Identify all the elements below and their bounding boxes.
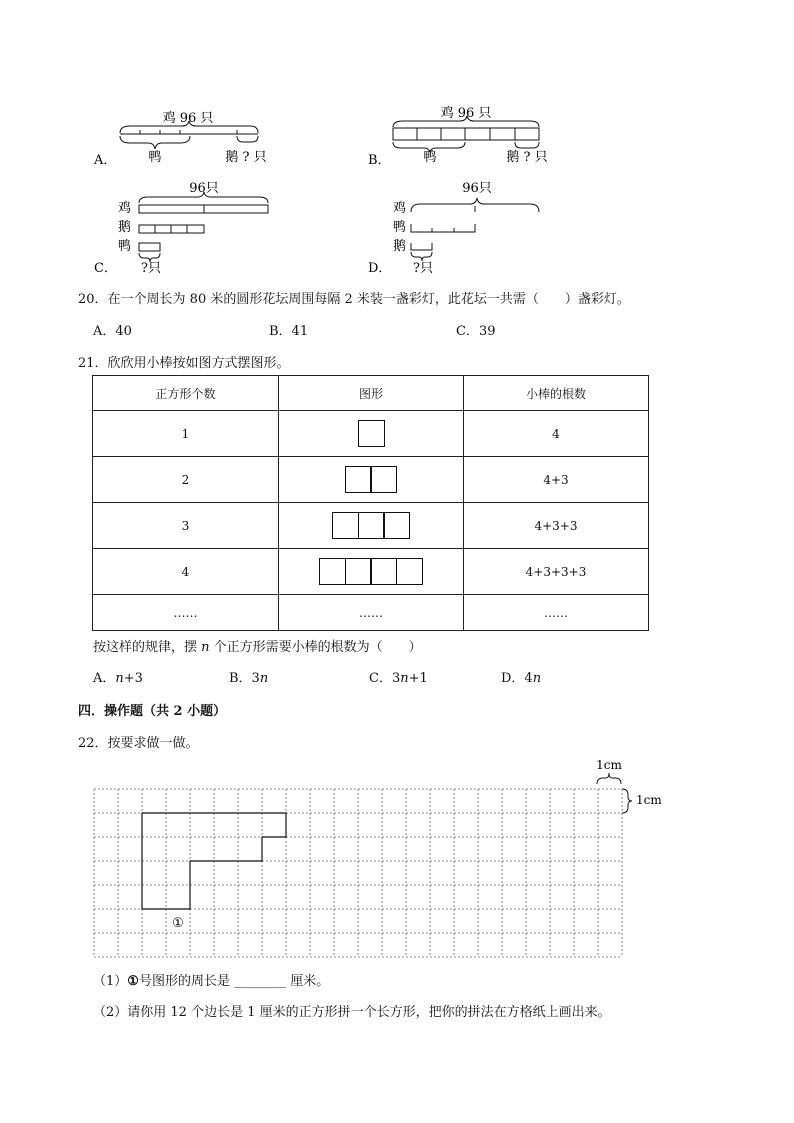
option-rest: +1 — [408, 671, 428, 686]
duck-bar — [139, 243, 160, 251]
rule-text-post: 个正方形需要小棒的根数为（ ） — [209, 640, 422, 655]
q20-option-b[interactable]: B．41 — [269, 324, 309, 339]
duck-segment — [411, 224, 475, 232]
goose-brace — [515, 142, 539, 148]
square-count-cell: …… — [93, 595, 279, 631]
q22-part2: （2）请你用 12 个边长是 1 厘米的正方形拼一个长方形，把你的拼法在方格纸上画出来。 — [93, 1005, 611, 1020]
stick-square — [370, 558, 397, 585]
table-row — [93, 457, 649, 503]
unit-brace-right — [622, 789, 632, 813]
q22-part1 — [93, 970, 329, 989]
table-row — [93, 595, 649, 631]
duck-label: 鸭 — [148, 150, 162, 165]
grid-paper[interactable] — [0, 750, 794, 965]
row-label-goose: 鹅 — [393, 239, 407, 254]
stick-square — [319, 558, 346, 585]
option-letter: B． — [368, 153, 391, 168]
table-row — [93, 411, 649, 457]
stick-square — [345, 558, 372, 585]
variable-n: n — [201, 640, 210, 655]
q21-option-c[interactable] — [369, 667, 428, 686]
q19-option-a[interactable] — [93, 111, 267, 168]
unit-label-top: 1cm — [596, 758, 622, 772]
q19-option-c[interactable] — [94, 181, 268, 276]
option-letter: C． — [94, 261, 117, 276]
unknown-label: ?只 — [413, 261, 433, 276]
goose-brace — [411, 252, 432, 261]
option-label: A． — [93, 671, 116, 686]
figure-cell — [279, 549, 464, 595]
variable-n: n — [259, 671, 269, 686]
unit-label-right: 1cm — [636, 793, 662, 807]
square-figure-3 — [332, 512, 410, 539]
shape-1-label: ① — [172, 916, 184, 931]
chicken-bar — [393, 128, 539, 140]
stick-count-cell: 4+3+3 — [464, 503, 649, 549]
option-label: C．3 — [369, 671, 401, 686]
total-label: 鸡 96 只 — [162, 111, 214, 126]
square-count-cell: 2 — [93, 457, 279, 503]
row-label-chicken: 鸡 — [393, 201, 407, 216]
square-figure-4 — [319, 558, 423, 585]
q21-rule-question — [93, 636, 422, 655]
figure-cell — [279, 503, 464, 549]
figure-cell — [279, 457, 464, 503]
q21-option-d[interactable] — [501, 667, 541, 686]
option-rest: +3 — [123, 671, 143, 686]
part1-text: 号图形的周长是 ________ 厘米。 — [138, 974, 330, 989]
table-row — [93, 549, 649, 595]
q21-option-b[interactable] — [229, 667, 268, 686]
q22-question: 22．按要求做一做。 — [78, 736, 199, 751]
rule-text-pre: 按这样的规律，摆 — [93, 640, 202, 655]
option-letter: A． — [94, 153, 117, 168]
stick-count-cell: 4+3 — [464, 457, 649, 503]
stick-square — [396, 558, 423, 585]
top-brace — [139, 192, 268, 203]
square-figure-2 — [345, 466, 398, 493]
q21-option-a[interactable] — [93, 667, 143, 686]
row-label-duck: 鸭 — [393, 220, 407, 235]
option-label: B．3 — [229, 671, 260, 686]
square-figure-1 — [358, 420, 385, 447]
stick-square — [358, 420, 385, 447]
variable-n: n — [115, 671, 124, 686]
row-label-goose: 鹅 — [118, 220, 132, 235]
stick-count-cell: …… — [464, 595, 649, 631]
square-count-cell: 4 — [93, 549, 279, 595]
q20-question: 20．在一个周长为 80 米的圆形花坛周围每隔 2 米装一盏彩灯，此花坛一共需（ ）盏彩灯。 — [78, 292, 630, 307]
stick-square — [332, 512, 359, 539]
option-letter: D． — [368, 261, 392, 276]
table-row — [93, 503, 649, 549]
stick-square — [383, 512, 410, 539]
stick-square — [370, 466, 397, 493]
shape-number: ① — [127, 974, 139, 989]
total-label: 96只 — [189, 181, 219, 196]
figure-cell — [279, 411, 464, 457]
goose-segment — [411, 243, 432, 250]
q19-option-b[interactable] — [368, 106, 548, 168]
section-title: 四．操作题（共 2 小题） — [78, 704, 227, 719]
q19-diagrams — [0, 95, 794, 280]
q19-option-d[interactable] — [368, 181, 539, 276]
part-number: （1） — [93, 974, 128, 989]
stick-count-cell: 4+3+3+3 — [464, 549, 649, 595]
duck-label: 鸭 — [423, 150, 437, 165]
variable-n: n — [532, 671, 542, 686]
option-label: D．4 — [501, 671, 533, 686]
total-label: 鸡 96 只 — [440, 106, 492, 121]
total-label: 96只 — [462, 181, 492, 196]
q21-question: 21．欣欣用小棒按如图方式摆图形。 — [78, 356, 290, 371]
square-count-cell: 1 — [93, 411, 279, 457]
header-stick-count: 小棒的根数 — [464, 376, 649, 411]
square-count-cell: 3 — [93, 503, 279, 549]
row-label-duck: 鸭 — [118, 239, 132, 254]
table-header-row — [93, 376, 649, 411]
goose-label: 鹅 ? 只 — [506, 150, 548, 165]
header-figure: 图形 — [279, 376, 464, 411]
top-brace — [393, 116, 539, 127]
goose-label: 鹅 ? 只 — [225, 150, 267, 165]
unit-brace-top — [597, 773, 621, 784]
sticks-table — [92, 375, 649, 631]
stick-square — [358, 512, 385, 539]
q20-option-c[interactable]: C．39 — [456, 324, 496, 339]
q20-option-a[interactable]: A．40 — [93, 324, 132, 339]
unknown-label: ?只 — [141, 261, 161, 276]
variable-n: n — [400, 671, 409, 686]
figure-cell: …… — [279, 595, 464, 631]
stick-count-cell: 4 — [464, 411, 649, 457]
goose-brace — [237, 136, 258, 142]
stick-square — [345, 466, 372, 493]
header-square-count: 正方形个数 — [93, 376, 279, 411]
row-label-chicken: 鸡 — [118, 201, 132, 216]
duck-brace — [120, 136, 190, 149]
